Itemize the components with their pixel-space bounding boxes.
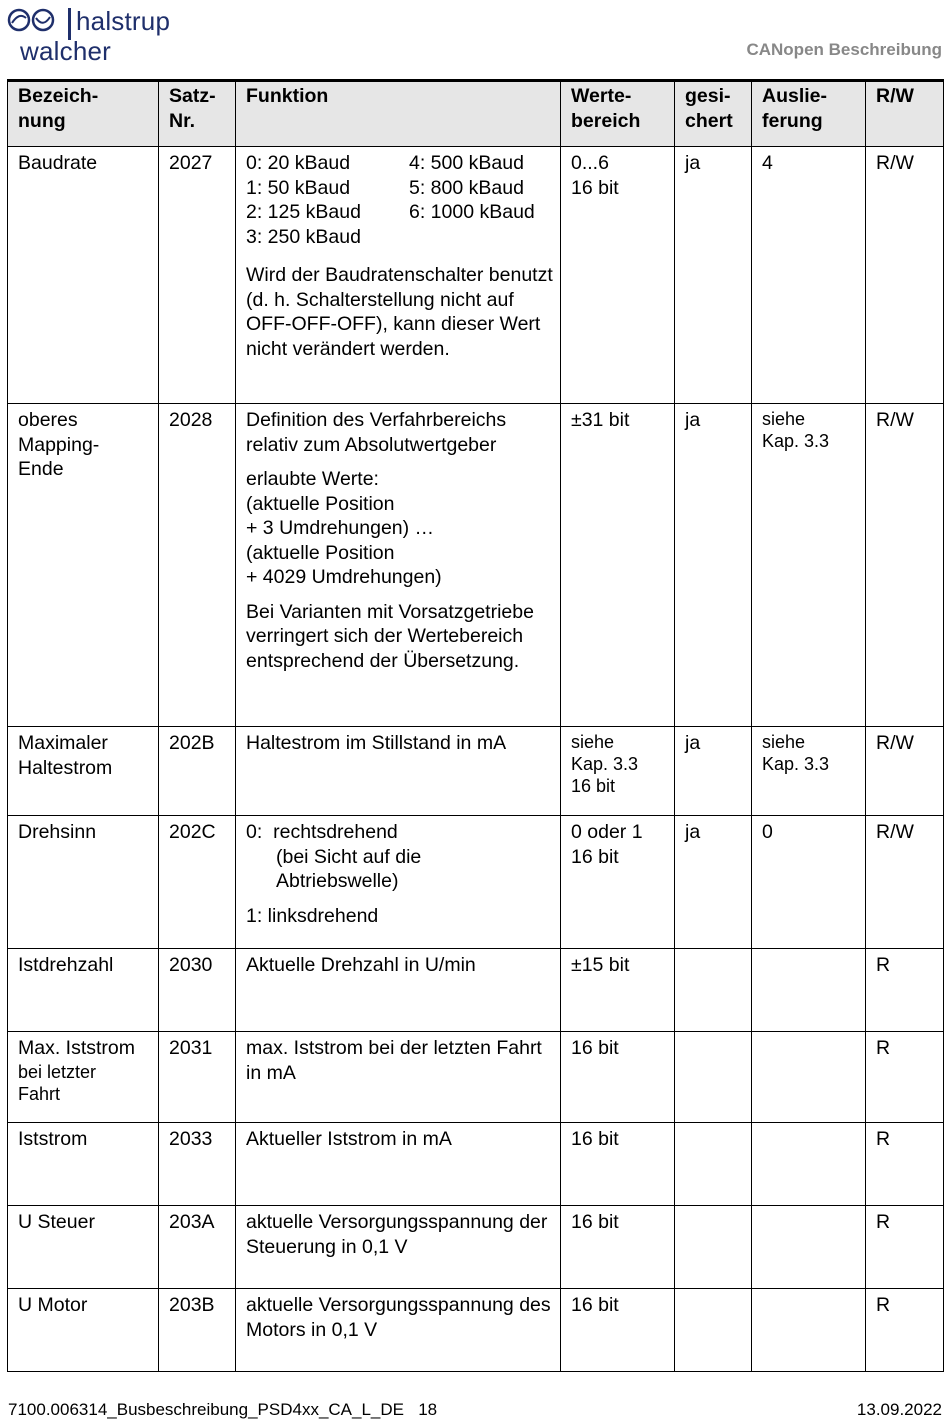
cell-saved [675,1123,752,1206]
cell-saved: ja [675,727,752,816]
cell-function [236,404,561,727]
cell-nr: 2027 [159,147,236,404]
table-row [8,1289,944,1372]
col-header-nr: Satz- Nr. [159,81,236,147]
baud-options [246,151,554,249]
cell-rw: R/W [866,404,944,727]
cell-function: Aktueller Iststrom in mA [236,1123,561,1206]
cell-delivery: siehe Kap. 3.3 [752,404,866,727]
option-1: 1: linksdrehend [246,904,379,927]
baud-option: 5: 800 kBaud [409,176,524,199]
cell-rw: R/W [866,816,944,949]
cell-rw: R [866,1032,944,1123]
cell-saved [675,1032,752,1123]
cell-function: Aktuelle Drehzahl in U/min [236,949,561,1032]
cell-range: 16 bit [561,1123,675,1206]
table-row [8,816,944,949]
cell-delivery: 4 [752,147,866,404]
cell-name: Istdrehzahl [8,949,159,1032]
col-header-name: Bezeich- nung [8,81,159,147]
baud-option: 6: 1000 kBaud [409,201,535,223]
col-header-delivery: Auslie- ferung [752,81,866,147]
baud-option: 0: 20 kBaud [246,152,351,174]
cell-nr: 2028 [159,404,236,727]
table-row [8,404,944,727]
cell-name: Maximaler Haltestrom [8,727,159,816]
cell-name: U Steuer [8,1206,159,1289]
parameter-table [7,79,944,1372]
table-row [8,1123,944,1206]
cell-saved [675,949,752,1032]
cell-rw: R [866,1206,944,1289]
cell-function [236,147,561,404]
col-header-saved: gesi- chert [675,81,752,147]
company-logo [6,4,186,66]
baud-option: 4: 500 kBaud [409,152,524,174]
cell-range: 0 oder 1 16 bit [561,816,675,949]
logo-text-line2: walcher [20,36,111,66]
cell-saved [675,1206,752,1289]
cell-nr: 2033 [159,1123,236,1206]
cell-delivery: 0 [752,816,866,949]
baud-option: 3: 250 kBaud [246,225,361,248]
cell-name: oberes Mapping- Ende [8,404,159,727]
cell-delivery [752,1289,866,1372]
footer-document-id [8,1400,437,1420]
cell-range: ±15 bit [561,949,675,1032]
function-text: Bei Varianten mit Vorsatzgetriebe verringert sich der Wertebereich entsprechend der Übersetzung. [246,600,534,672]
cell-range: ±31 bit [561,404,675,727]
cell-function: aktuelle Versorgungsspannung des Motors in 0,1 V [236,1289,561,1372]
cell-saved: ja [675,404,752,727]
col-header-range: Werte- bereich [561,81,675,147]
table-row [8,727,944,816]
cell-nr: 202C [159,816,236,949]
function-text: erlaubte Werte: (aktuelle Position + 3 Umdrehungen) … (aktuelle Position + 4029 Umdrehungen) [246,468,442,588]
cell-range: 16 bit [561,1206,675,1289]
cell-range: 16 bit [561,1289,675,1372]
cell-rw: R [866,1123,944,1206]
option-0-note: (bei Sicht auf die Abtriebswelle) [276,845,422,892]
cell-function: aktuelle Versorgungsspannung der Steuerung in 0,1 V [236,1206,561,1289]
cell-saved: ja [675,816,752,949]
cell-name: Baudrate [8,147,159,404]
cell-name: Drehsinn [8,816,159,949]
cell-name: U Motor [8,1289,159,1372]
cell-range: siehe Kap. 3.3 16 bit [561,727,675,816]
cell-nr: 203B [159,1289,236,1372]
cell-nr: 2030 [159,949,236,1032]
table-header-row [8,81,944,147]
table-row [8,1206,944,1289]
col-header-function: Funktion [236,81,561,147]
baud-note: Wird der Baudratenschalter benutzt (d. h. Schalterstellung nicht auf OFF-OFF-OFF), kann dieser Wert nicht verändert werden. [246,264,553,360]
function-text: Definition des Verfahrbereichs relativ zum Absolutwertgeber [246,409,507,456]
col-header-rw: R/W [866,81,944,147]
cell-name: Max. Iststrom bei letzter Fahrt [8,1032,159,1123]
cell-saved [675,1289,752,1372]
cell-rw: R [866,949,944,1032]
cell-delivery [752,1206,866,1289]
cell-function: max. Iststrom bei der letzten Fahrt in mA [236,1032,561,1123]
cell-delivery [752,949,866,1032]
cell-delivery [752,1032,866,1123]
baud-option: 2: 125 kBaud [246,201,361,223]
cell-range: 0...6 16 bit [561,147,675,404]
footer-page-number: 18 [418,1400,438,1419]
table-row [8,949,944,1032]
logo-mark-icon [6,8,62,34]
table-row [8,1032,944,1123]
cell-rw: R [866,1289,944,1372]
cell-nr: 2031 [159,1032,236,1123]
footer-doc-name: 7100.006314_Busbeschreibung_PSD4xx_CA_L_DE [8,1400,405,1419]
footer-date: 13.09.2022 [856,1400,942,1419]
cell-delivery [752,1123,866,1206]
cell-rw: R/W [866,727,944,816]
cell-function [236,816,561,949]
option-0: 0: rechtsdrehend [246,821,398,843]
cell-saved: ja [675,147,752,404]
cell-delivery: siehe Kap. 3.3 [752,727,866,816]
cell-rw: R/W [866,147,944,404]
logo-text-line1: halstrup [76,6,171,36]
document-header-title: CANopen Beschreibung [746,40,942,59]
cell-range: 16 bit [561,1032,675,1123]
baud-option: 1: 50 kBaud [246,176,351,199]
cell-nr: 202B [159,727,236,816]
cell-function: Haltestrom im Stillstand in mA [236,727,561,816]
cell-name: Iststrom [8,1123,159,1206]
table-row [8,147,944,404]
cell-nr: 203A [159,1206,236,1289]
